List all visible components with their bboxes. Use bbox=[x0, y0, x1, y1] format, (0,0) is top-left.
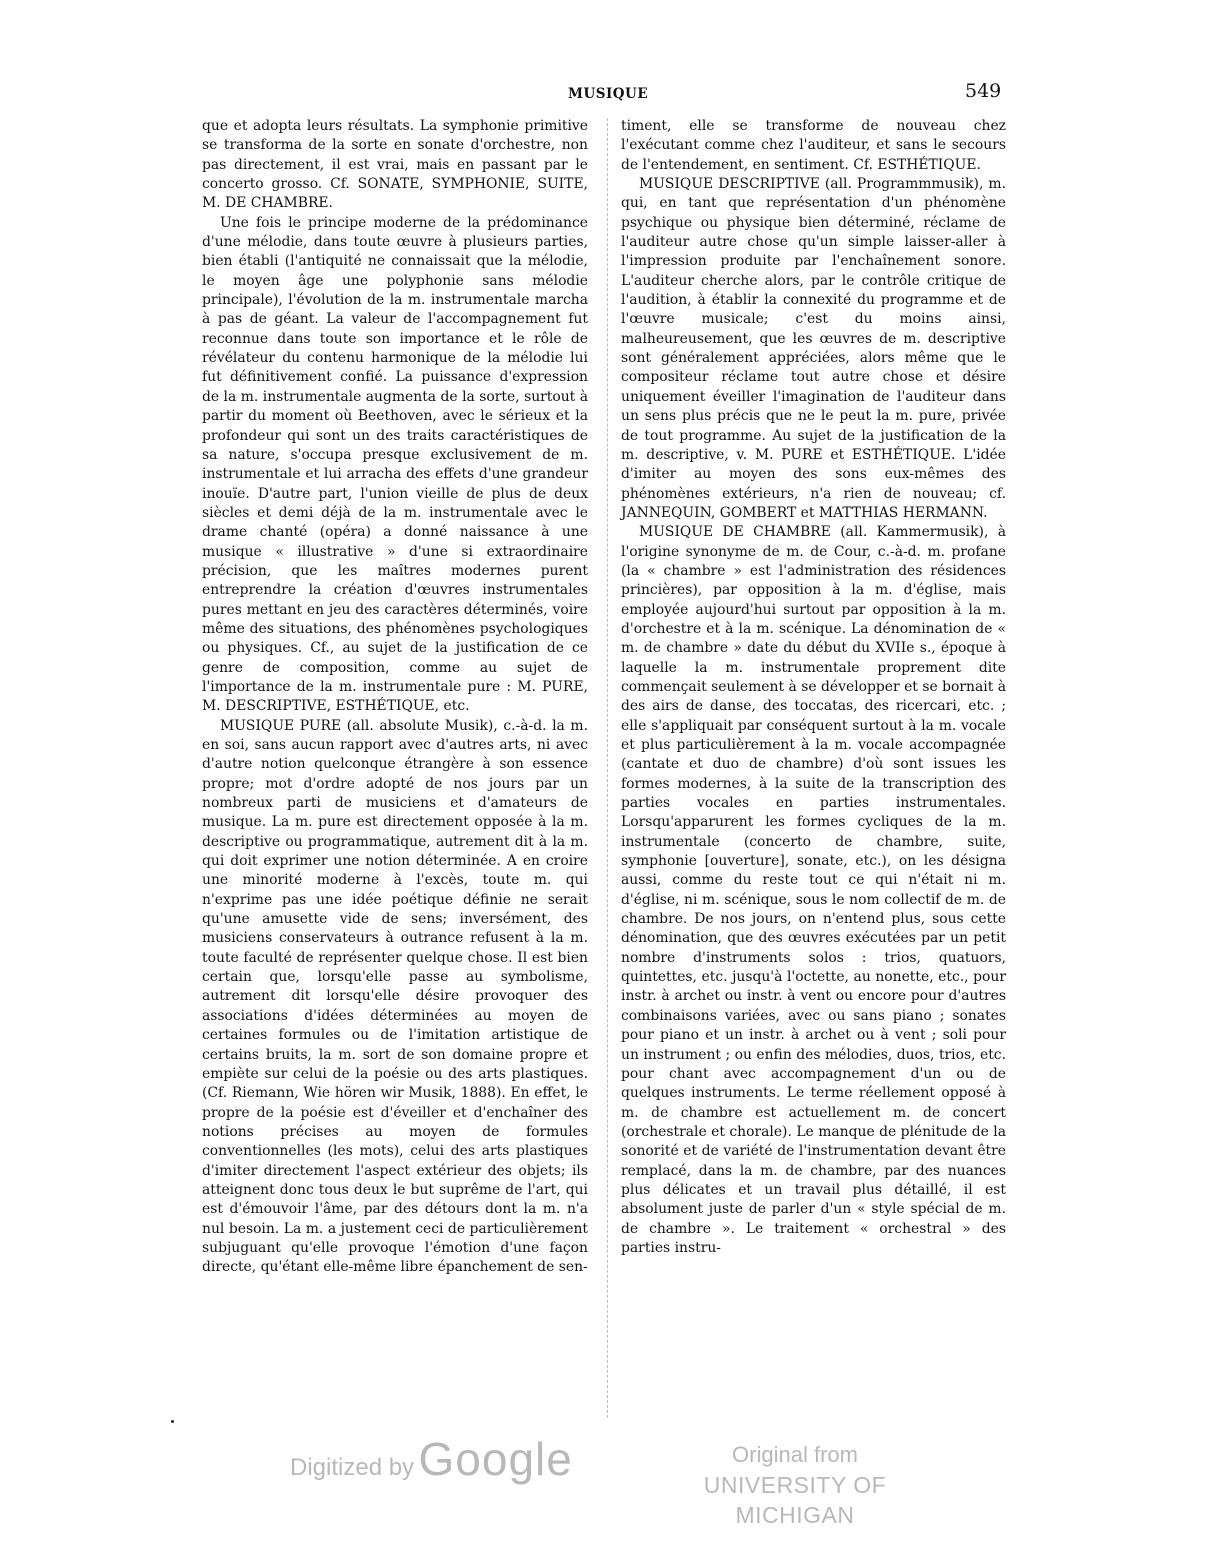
paragraph: que et adopta leurs résultats. La symphonie primitive se transforma de la sorte en sonate d'orchestre, non pas directement, il est vrai, mais en passant par le concerto grosso. Cf. SONATE, SYMPHONIE, SUITE, M. DE CHAMBRE. bbox=[202, 118, 588, 212]
page-number: 549 bbox=[965, 80, 1002, 102]
column-divider bbox=[607, 118, 608, 1418]
original-from-watermark bbox=[670, 1440, 920, 1530]
digitized-by-text: Digitized by bbox=[290, 1454, 415, 1481]
university-name: UNIVERSITY OF MICHIGAN bbox=[703, 1472, 887, 1528]
paragraph: timent, elle se transforme de nouveau chez l'exécutant comme chez l'auditeur, et sans le secours de l'entendement, en sentiment. Cf. ESTHÉTIQUE. bbox=[621, 118, 1006, 173]
paragraph: Une fois le principe moderne de la prédominance d'une mélodie, dans toute œuvre à plusieurs parties, bien établi (l'antiquité ne connaissait que la mélodie, le moyen âge une polyphonie sans mélodie principale), l'évolution de la m. instrumentale marcha à pas de géant. La valeur de l'accompagnement fut reconnue dans toute son importance et le rôle de révélateur du contenu harmonique de la mélodie lui fut définitivement confié. La puissance d'expression de la m. instrumentale augmenta de la sorte, surtout à partir du moment où Beethoven, avec le sérieux et la profondeur qui sont un des traits caractéristiques de sa nature, s'occupa presque exclusivement de m. instrumentale et lui arracha des effets d'une grandeur inouïe. D'autre part, l'union vieille de plus de deux siècles et demi déjà de la m. instrumentale avec le drame chanté (opéra) a donné naissance à une musique « illustrative » d'une si extraordinaire précision, que les maîtres modernes purent entreprendre la création d'œuvres instrumentales pures mettant en jeu des caractères déterminés, voire même des situations, des phénomènes psychologiques ou physiques. Cf., au sujet de la justification de ce genre de composition, comme au sujet de l'importance de la m. instrumentale pure : M. PURE, M. DESCRIPTIVE, ESTHÉTIQUE, etc. bbox=[202, 214, 588, 715]
paragraph: MUSIQUE PURE (all. absolute Musik), c.-à-d. la m. en soi, sans aucun rapport avec d'autres arts, ni avec d'autre notion quelconque étrangère à son essence propre; mot d'ordre adopté de nos jours par un nombreux parti de musiciens et d'amateurs de musique. La m. pure est directement opposée à la m. descriptive ou programmatique, autrement dit à la m. qui doit exprimer une notion déterminée. A en croire une minorité moderne à l'excès, toute m. qui n'exprime pas une idée poétique définie ne serait qu'une amusette vide de sens; inversément, des musiciens conservateurs à outrance refusent à la m. toute faculté de représenter quelque chose. Il est bien certain que, lorsqu'elle passe au symbolisme, autrement dit lorsqu'elle désire provoquer des associations d'idées déterminées au moyen de certaines formules ou de l'imitation artistique de certains bruits, la m. sort de son domaine propre et empiète sur celui de la poésie ou des arts plastiques. (Cf. Riemann, Wie hören wir Musik, 1888). En effet, le propre de la poésie est d'éveiller et d'enchaîner des notions précises au moyen de formules conventionnelles (les mots), celui des arts plastiques d'imiter directement l'aspect extérieur des objets; ils atteignent donc tous deux le but suprême de l'art, qui est d'émouvoir l'âme, par des détours dont la m. n'a nul besoin. La m. a justement ceci de particulièrement subjuguant qu'elle provoque l'émotion d'une façon directe, qu'étant elle-même libre épanchement de sen- bbox=[202, 717, 588, 1276]
left-column bbox=[202, 117, 588, 1278]
google-logo: Google bbox=[418, 1433, 573, 1485]
scan-speck bbox=[171, 1420, 174, 1423]
original-from-text: Original from bbox=[732, 1442, 858, 1467]
paragraph: MUSIQUE DESCRIPTIVE (all. Programmmusik), m. qui, en tant que représentation d'un phénomène psychique ou physique bien déterminé, réclame de l'auditeur autre chose qu'un simple laisser-aller à l'impression produite par l'enchaînement sonore. L'auditeur cherche alors, par le contrôle critique de l'audition, à établir la connexité du programme et de l'œuvre musicale; c'est du moins ainsi, malheureusement, que les œuvres de m. descriptive sont généralement appréciées, alors même que le compositeur réclame tout autre chose et désire uniquement éveiller l'imagination de l'auditeur dans un sens plus précis que ne le peut la m. pure, privée de tout programme. Au sujet de la justification de la m. descriptive, v. M. PURE et ESTHÉTIQUE. L'idée d'imiter au moyen des sons eux-mêmes des phénomènes extérieurs, n'a rien de nouveau; cf. JANNEQUIN, GOMBERT et MATTHIAS HERMANN. bbox=[621, 176, 1006, 521]
running-head: MUSIQUE bbox=[568, 86, 649, 102]
right-column bbox=[621, 117, 1006, 1258]
digitized-by-watermark bbox=[290, 1432, 573, 1486]
paragraph: MUSIQUE DE CHAMBRE (all. Kammermusik), à l'origine synonyme de m. de Cour, c.-à-d. m. profane (la « chambre » est l'administration des résidences princières), par opposition à la m. d'église, mais employée aujourd'hui surtout par opposition à la m. d'orchestre et à la m. scénique. La dénomination de « m. de chambre » date du début du XVIIe s., époque à laquelle la m. instrumentale proprement dite commençait seulement à se développer et se bornait à des airs de danse, des toccatas, des ricercari, etc. ; elle s'appliquait par conséquent surtout à la m. vocale et plus particulièrement à la m. vocale accompagnée (cantate et duo de chambre) d'où sont issues les formes modernes, à la suite de la transcription des parties vocales en parties instrumentales. Lorsqu'apparurent les formes cycliques de la m. instrumentale (concerto de chambre, suite, symphonie [ouverture], sonate, etc.), on les désigna aussi, comme du reste tout ce qui n'était ni m. d'église, ni m. scénique, sous le nom collectif de m. de chambre. De nos jours, on n'entend plus, sous cette dénomination, que des œuvres exécutées par un petit nombre d'instruments solos : trios, quatuors, quintettes, etc. jusqu'à l'octette, au nonette, etc., pour instr. à archet ou instr. à vent ou encore pour d'autres combinaisons variées, avec ou sans piano ; sonates pour piano et un instr. à archet ou à vent ; soli pour un instrument ; ou enfin des mélodies, duos, trios, etc. pour chant avec accompagnement d'un ou de quelques instruments. Le terme réellement opposé à m. de chambre est actuellement m. de concert (orchestrale et chorale). Le manque de plénitude de la sonorité et de variété de l'instrumentation devant être remplacé, dans la m. de chambre, par des nuances plus délicates et un travail plus détaillé, il est absolument juste de parler d'un « style spécial de m. de chambre ». Le traitement « orchestral » des parties instru- bbox=[621, 524, 1006, 1256]
